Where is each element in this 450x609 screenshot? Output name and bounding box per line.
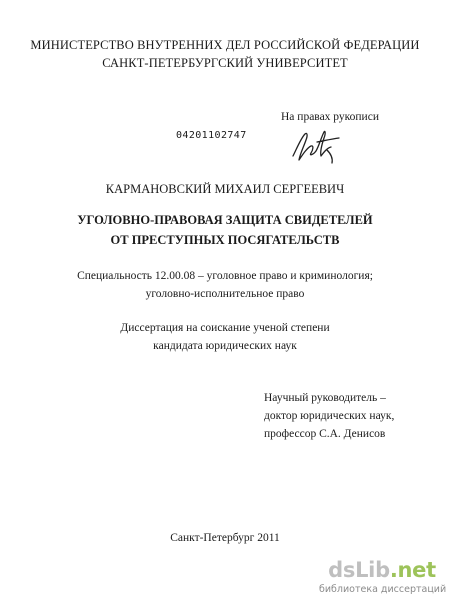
dslib-subtitle: библиотека диссертаций [319, 584, 447, 595]
dslib-logo [319, 558, 445, 582]
city-year: Санкт-Петербург 2011 [170, 532, 280, 544]
university-name: САНКТ-ПЕТЕРБУРГСКИЙ УНИВЕРСИТЕТ [102, 56, 348, 70]
advisor-line2: доктор юридических наук, [264, 410, 395, 422]
author-name: КАРМАНОВСКИЙ МИХАИЛ СЕРГЕЕВИЧ [105, 182, 345, 196]
dslib-logo-accent: .net [389, 558, 436, 582]
dissertation-title-line2: ОТ ПРЕСТУПНЫХ ПОСЯГАТЕЛЬСТВ [110, 233, 340, 247]
specialty-line1: Специальность 12.00.08 – уголовное право и криминология; [77, 270, 373, 282]
document-number: 04201102747 [176, 130, 247, 141]
advisor-line3: профессор С.А. Денисов [264, 428, 386, 440]
dissertation-title-line1: УГОЛОВНО-ПРАВОВАЯ ЗАЩИТА СВИДЕТЕЛЕЙ [77, 213, 373, 227]
dslib-logo-main: dsLib [328, 558, 390, 582]
degree-line1: Диссертация на соискание ученой степени [120, 322, 330, 334]
specialty-line2: уголовно-исполнительное право [145, 288, 305, 300]
advisor-line1: Научный руководитель – [264, 392, 386, 404]
manuscript-rights-note: На правах рукописи [281, 111, 379, 123]
ministry-name: МИНИСТЕРСТВО ВНУТРЕННИХ ДЕЛ РОССИЙСКОЙ ФЕДЕРАЦИИ [30, 38, 420, 52]
dslib-watermark[interactable] [319, 558, 445, 602]
handwritten-signature [287, 126, 345, 166]
degree-line2: кандидата юридических наук [153, 340, 297, 352]
